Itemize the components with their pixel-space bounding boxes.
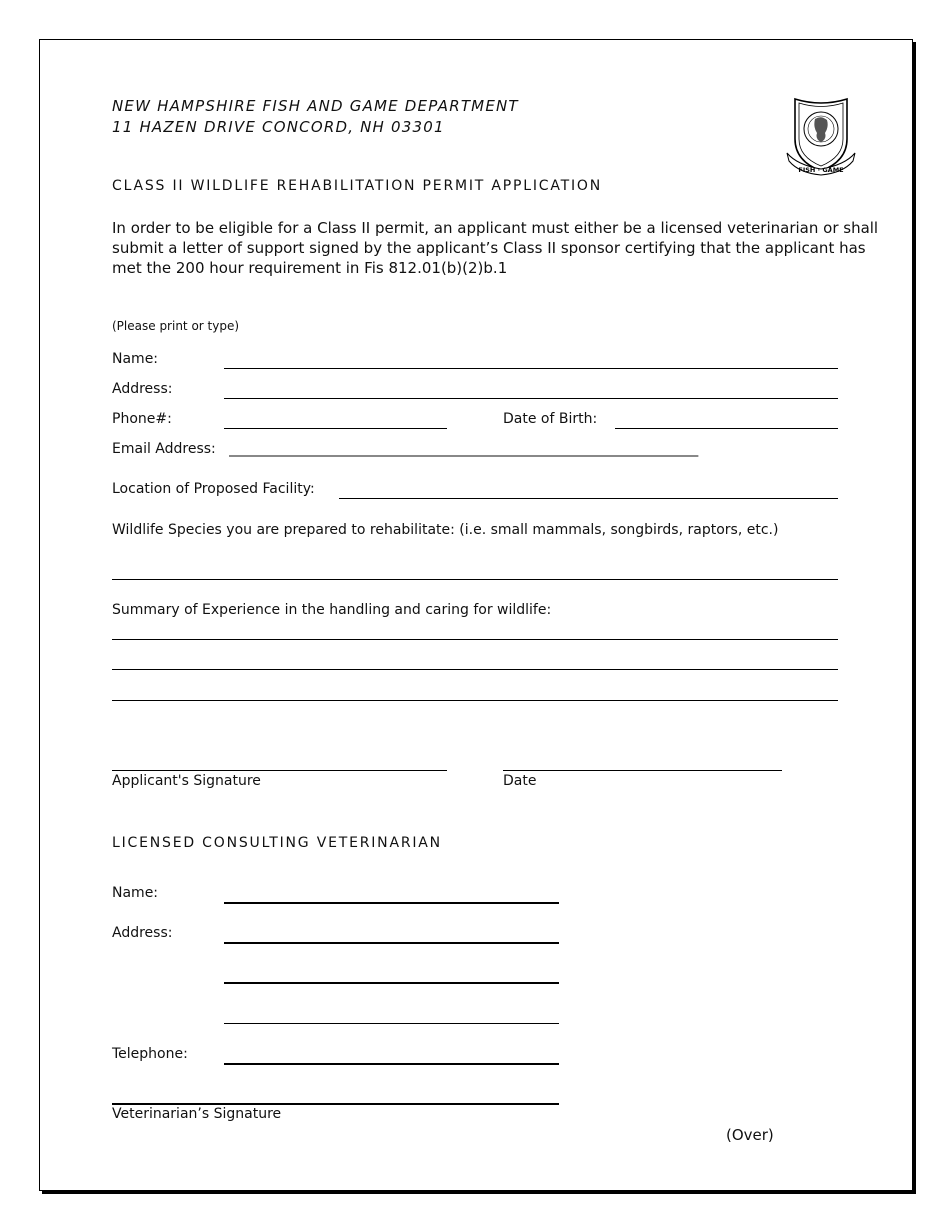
species-field[interactable] (112, 579, 838, 580)
vet-address-field-line-1[interactable] (224, 942, 559, 944)
experience-label: Summary of Experience in the handling and caring for wildlife: (112, 602, 552, 618)
applicant-phone-label: Phone#: (112, 411, 172, 427)
applicant-dob-field[interactable] (615, 428, 838, 429)
form-title: CLASS II WILDLIFE REHABILITATION PERMIT APPLICATION (112, 178, 603, 194)
vet-signature-label: Veterinarian’s Signature (112, 1106, 282, 1122)
vet-address-label: Address: (112, 925, 173, 941)
applicant-name-field[interactable] (224, 368, 838, 369)
vet-telephone-field[interactable] (224, 1063, 559, 1065)
species-label: Wildlife Species you are prepared to rehabilitate: (i.e. small mammals, songbirds, raptors, etc.) (112, 522, 779, 538)
vet-name-field[interactable] (224, 902, 559, 904)
vet-signature-field[interactable] (112, 1103, 559, 1105)
applicant-signature-label: Applicant's Signature (112, 773, 261, 789)
applicant-phone-field[interactable] (224, 428, 447, 429)
svg-text:FISH · GAME: FISH · GAME (798, 166, 844, 174)
fish-and-game-seal-logo (785, 95, 857, 179)
vet-address-field-line-2[interactable] (224, 982, 559, 984)
facility-location-field[interactable] (339, 498, 838, 499)
experience-field-line-2[interactable] (112, 669, 838, 670)
applicant-email-label: Email Address: (112, 441, 216, 457)
applicant-signature-field[interactable] (112, 770, 447, 771)
form-page (39, 39, 913, 1191)
over-note: (Over) (726, 1126, 774, 1144)
vet-address-field-line-3[interactable] (224, 1023, 559, 1024)
department-address: 11 HAZEN DRIVE CONCORD, NH 03301 (112, 118, 445, 136)
applicant-email-field[interactable]: ______________________________________________________________________ (229, 441, 699, 457)
facility-location-label: Location of Proposed Facility: (112, 481, 315, 497)
applicant-name-label: Name: (112, 351, 159, 367)
applicant-date-label: Date (503, 773, 537, 789)
vet-name-label: Name: (112, 885, 159, 901)
experience-field-line-1[interactable] (112, 639, 838, 640)
applicant-date-field[interactable] (503, 770, 782, 771)
vet-telephone-label: Telephone: (112, 1046, 188, 1062)
eligibility-paragraph: In order to be eligible for a Class II permit, an applicant must either be a licensed veterinarian or shall submit a letter of support signed by the applicant’s Class II sponsor certifying that the applicant has met the 200 hour requirement in Fis 812.01(b)(2)b.1 (112, 219, 879, 277)
applicant-address-field[interactable] (224, 398, 838, 399)
veterinarian-heading: LICENSED CONSULTING VETERINARIAN (112, 835, 442, 851)
experience-field-line-3[interactable] (112, 700, 838, 701)
applicant-dob-label: Date of Birth: (503, 411, 598, 427)
print-instruction: (Please print or type) (112, 319, 240, 333)
department-name: NEW HAMPSHIRE FISH AND GAME DEPARTMENT (112, 97, 519, 115)
applicant-address-label: Address: (112, 381, 173, 397)
